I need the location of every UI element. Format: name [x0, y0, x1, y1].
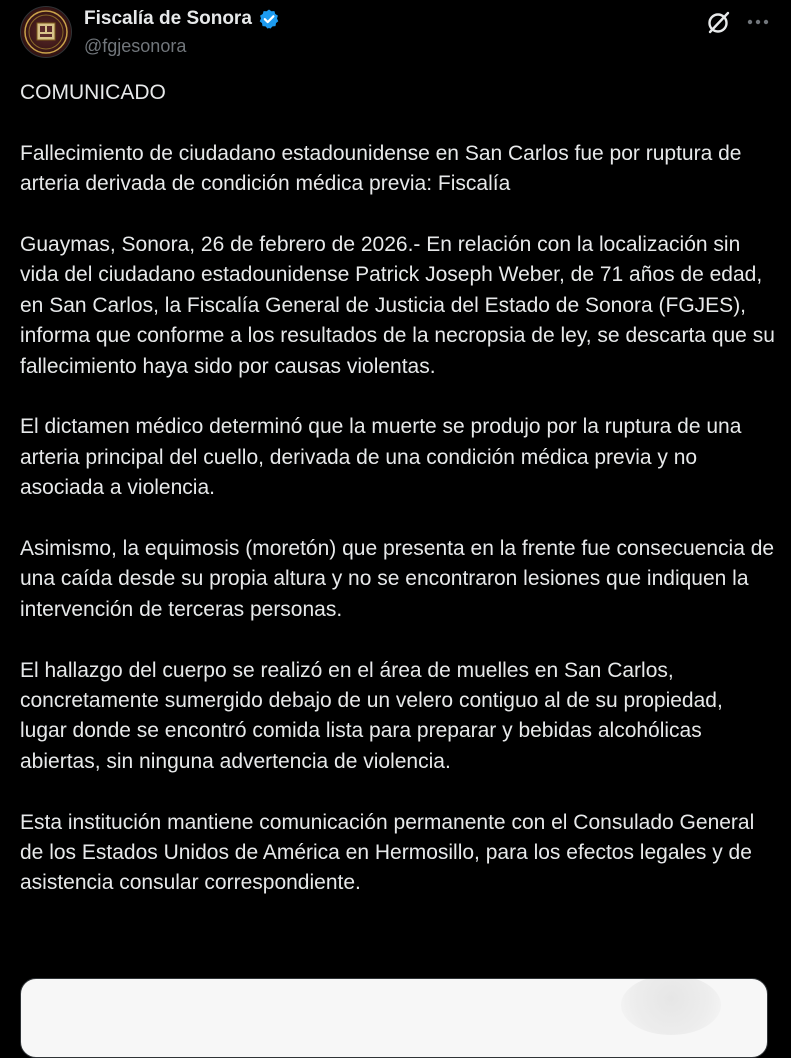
fiscalia-seal-icon [21, 7, 71, 57]
author-name-row [84, 8, 280, 30]
more-options-icon[interactable] [745, 12, 771, 32]
post-paragraph: Asimismo, la equimosis (moretón) que presenta en la frente fue consecuencia de una caída desde su propia altura y no se encontraron lesiones que indiquen la intervención de terceras personas. [20, 537, 775, 621]
post-paragraph: Esta institución mantiene comunicación permanente con el Consulado General de los Estados Unidos de América en Hermosillo, para los efectos legales y de asistencia consular correspondiente. [20, 810, 755, 895]
post-paragraph: El dictamen médico determinó que la muerte se produjo por la ruptura de una arteria principal del cuello, derivada de una condición médica previa y no asociada a violencia. [20, 415, 742, 500]
author-display-name[interactable]: Fiscalía de Sonora [84, 8, 252, 29]
image-watermark-seal [621, 978, 721, 1035]
grok-icon[interactable] [705, 8, 733, 36]
author-handle[interactable]: @fgjesonora [84, 36, 187, 56]
post-paragraph-heading: COMUNICADO [20, 81, 166, 104]
verified-badge-icon [258, 8, 280, 30]
avatar[interactable] [20, 6, 72, 58]
post-paragraph: El hallazgo del cuerpo se realizó en el área de muelles en San Carlos, concretamente sumergido debajo de un velero contiguo al de su propiedad, lugar donde se encontró comida lista para preparar y bebidas alcohólicas abiertas, sin ninguna advertencia de violencia. [20, 658, 723, 773]
post-header [20, 6, 771, 62]
attached-image-card[interactable] [20, 978, 768, 1058]
post-paragraph-title: Fallecimiento de ciudadano estadounidense en San Carlos fue por ruptura de arteria derivada de condición médica previa: Fiscalía [20, 141, 742, 196]
post-paragraph: Guaymas, Sonora, 26 de febrero de 2026.- En relación con la localización sin vida del ciudadano estadounidense Patrick Joseph Weber, de 71 años de edad, en San Carlos, la Fiscalía General de Justicia del Estado de Sonora (FGJES), informa que conforme a los resultados de la necropsia de ley, se descarta que su fallecimiento haya sido por causas violentas. [20, 233, 775, 378]
post-body [20, 78, 775, 929]
